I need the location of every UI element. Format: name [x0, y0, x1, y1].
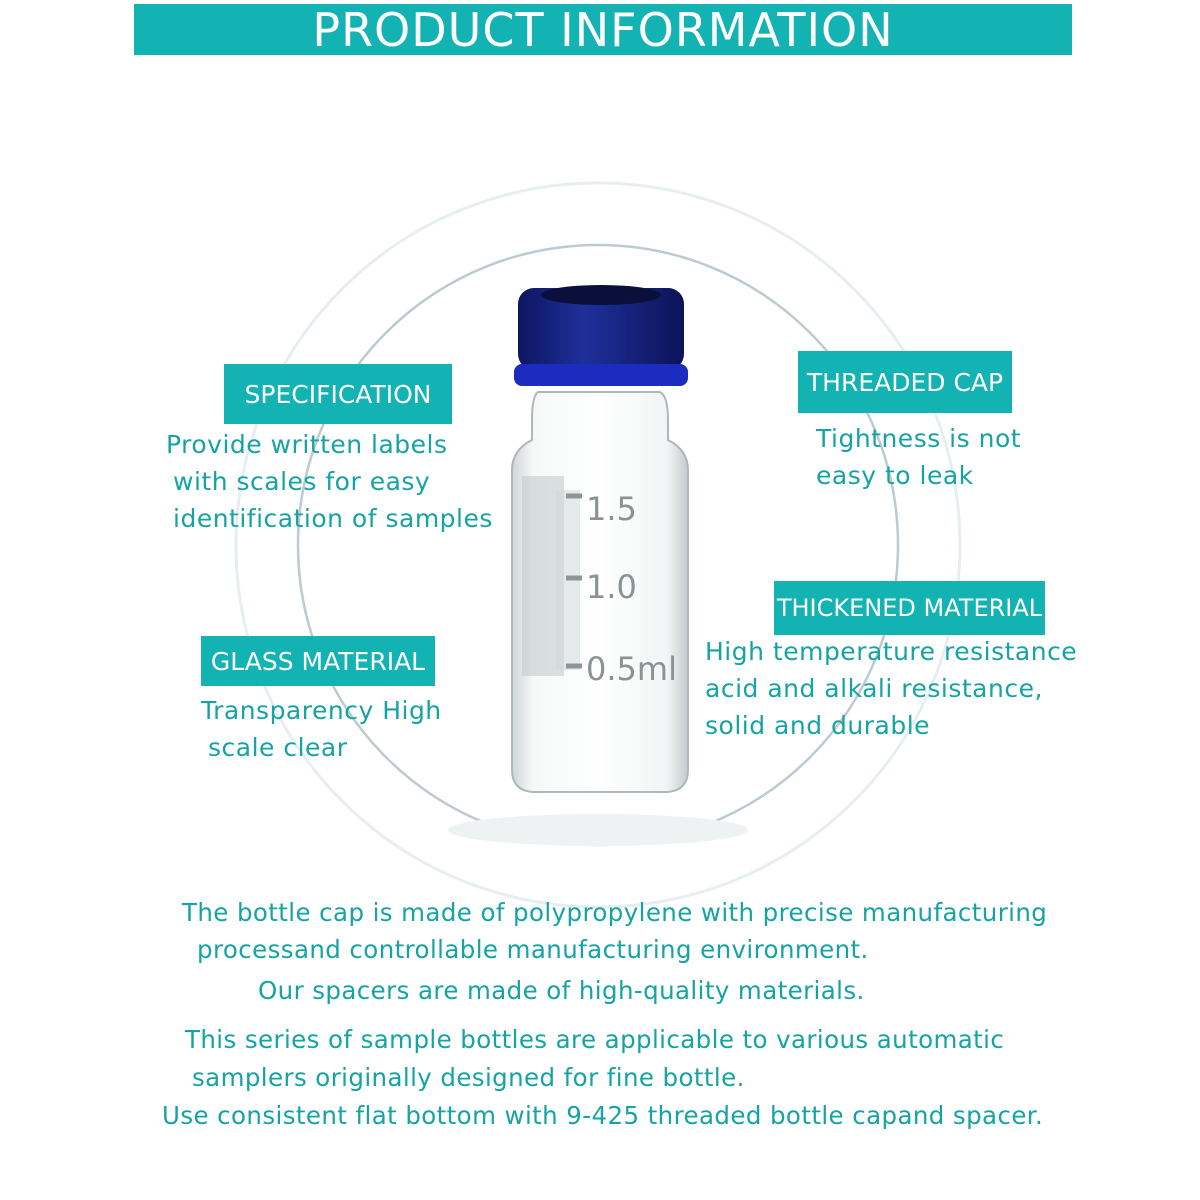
glass-material-description	[201, 692, 442, 766]
note-line: This series of sample bottles are applicable to various automatic	[185, 1025, 1005, 1054]
description-line: High temperature resistance	[705, 637, 1078, 666]
description-line: identification of samples	[173, 504, 493, 533]
thickened-material-tag-label: THICKENED MATERIAL	[776, 594, 1043, 622]
thickened-material-tag	[774, 581, 1045, 635]
description-line: with scales for easy	[173, 467, 431, 496]
note-line: The bottle cap is made of polypropylene with precise manufacturing	[182, 898, 1048, 927]
scale-mark-label: 1.5	[586, 490, 637, 528]
scale-mark-label: 1.0	[586, 568, 637, 606]
note-line: samplers originally designed for fine bottle.	[192, 1063, 745, 1092]
description-line: Provide written labels	[166, 430, 448, 459]
thickened-material-description	[705, 633, 1077, 744]
glass-material-tag-label: GLASS MATERIAL	[210, 646, 426, 676]
vial-shadow	[448, 814, 748, 846]
scale-mark-label: 0.5ml	[586, 650, 677, 688]
description-line: scale clear	[208, 733, 348, 762]
vial-icon	[512, 285, 688, 792]
specification-description	[166, 426, 493, 537]
specification-tag-label: SPECIFICATION	[244, 379, 432, 409]
description-line: solid and durable	[705, 711, 931, 740]
threaded-cap-tag	[798, 351, 1012, 413]
threaded-cap-description	[816, 420, 1021, 494]
note-line: Our spacers are made of high-quality materials.	[258, 976, 865, 1005]
glass-material-tag	[201, 636, 435, 686]
threaded-cap-tag-label: THREADED CAP	[806, 367, 1004, 397]
description-line: acid and alkali resistance,	[705, 674, 1043, 703]
note-line: processand controllable manufacturing environment.	[197, 935, 869, 964]
description-line: easy to leak	[816, 461, 974, 490]
page-title: PRODUCT INFORMATION	[312, 2, 894, 57]
specification-tag	[224, 364, 452, 424]
description-line: Tightness is not	[816, 424, 1022, 453]
description-line: Transparency High	[201, 696, 442, 725]
note-line: Use consistent flat bottom with 9-425 threaded bottle capand spacer.	[162, 1101, 1044, 1130]
